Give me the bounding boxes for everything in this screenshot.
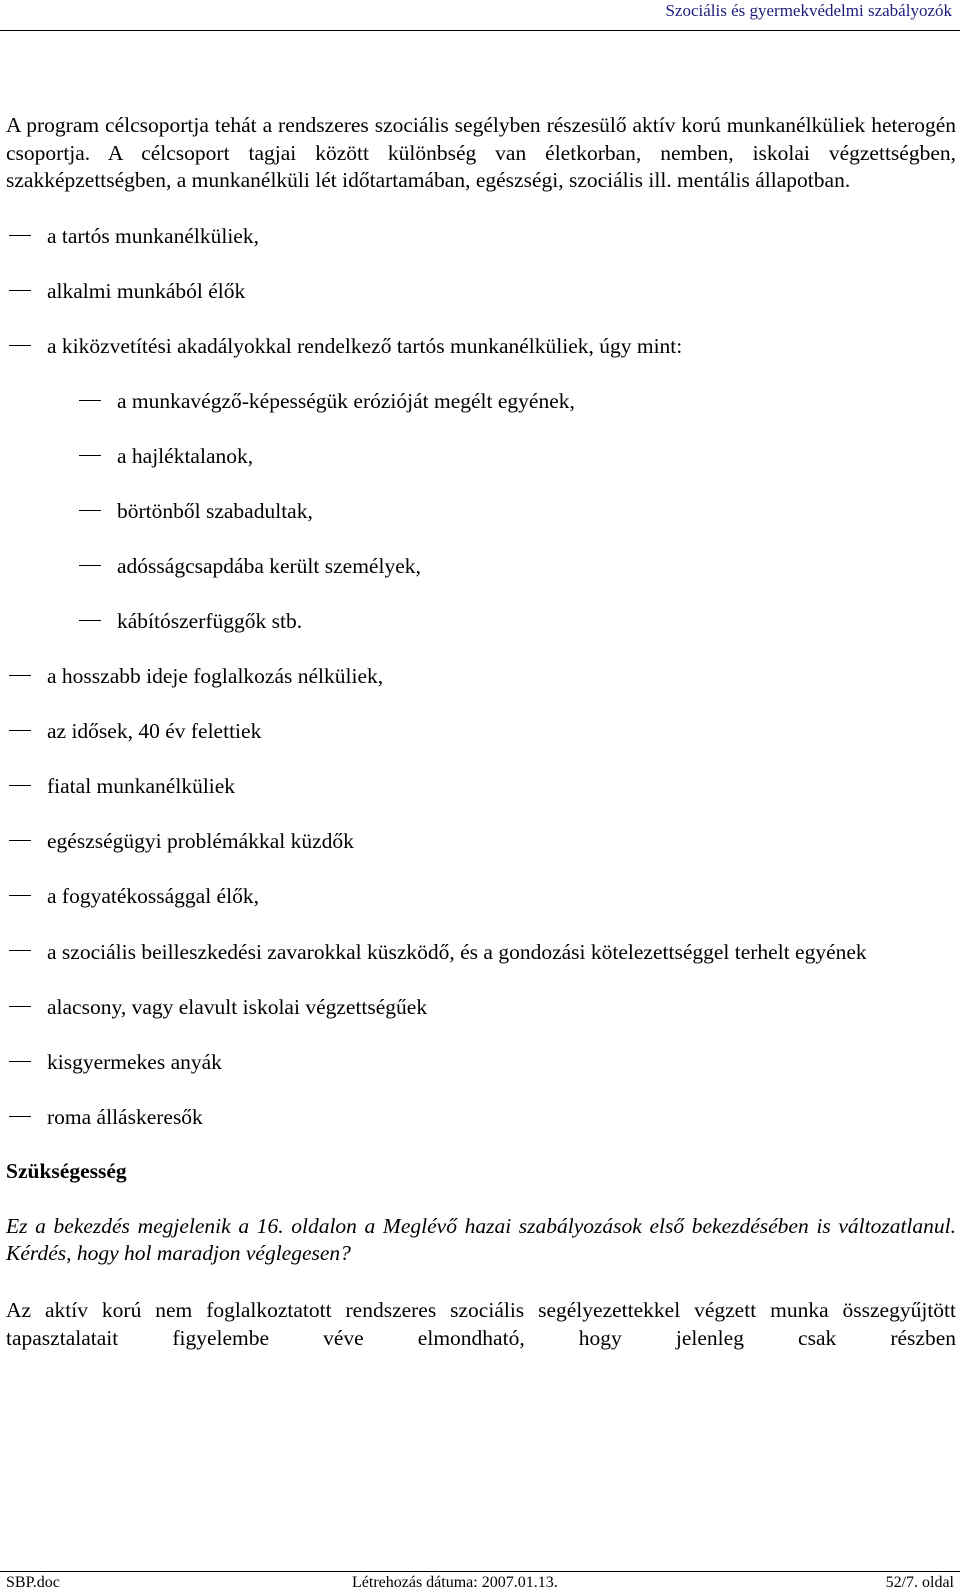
editor-note: Ez a bekezdés megjelenik a 16. oldalon a Meglévő hazai szabályozások első bekezdésében is változatlanul. Kérdés, hogy hol maradjon véglegesen? [6,1213,956,1265]
list-item [6,938,956,966]
list-item-text: az idősek, 40 év felettiek [47,718,262,743]
list-item-text: a fogyatékossággal élők, [47,883,259,908]
document-body [6,112,956,1352]
list-item [6,883,956,910]
dash-bullet [79,510,101,511]
dash-bullet [9,785,31,786]
intro-paragraph: A program célcsoportja tehát a rendszeres szociális segélyben részesülő aktív korú munkanélküliek heterogén csoportja. A célcsoport tagjai között különbség van életkorban, nemben, iskolai végzettségben, szakképzettségben, a munkanélküli lét időtartamában, egészségi, szociális ill. mentális állapotban. [6,113,956,192]
dash-bullet [79,565,101,566]
dash-bullet [9,345,31,346]
dash-bullet [9,840,31,841]
sub-list-item-text: kábítószerfüggők stb. [117,608,303,633]
sub-list [6,388,956,635]
list-item-text: a hosszabb ideje foglalkozás nélküliek, [47,663,384,688]
list-item [6,663,956,690]
sub-list-item-text: adósságcsapdába került személyek, [117,553,421,578]
list-item [6,223,956,250]
page-footer [0,1571,960,1593]
closing-paragraph: Az aktív korú nem foglalkoztatott rendszeres szociális segélyezettekkel végzett munka összegyűjtött tapasztalatait figyelembe véve elmondható, hogy jelenleg csak részben [6,1297,956,1350]
dash-bullet [9,895,31,896]
sub-list-item [6,388,956,415]
sub-list-item [6,443,956,470]
list-item-text: egészségügyi problémákkal küzdők [47,828,354,853]
sub-list-item [6,608,956,635]
dash-bullet [79,620,101,621]
list-item-text: a szociális beilleszkedési zavarokkal küszködő, és a gondozási kötelezettséggel terhelt egyének [47,939,867,964]
footer-created-date: Létrehozás dátuma: 2007.01.13. [352,1574,558,1591]
sub-list-item-text: börtönből szabadultak, [117,498,313,523]
list-item [6,278,956,305]
page-header [0,0,960,28]
list-item-text: a kiközvetítési akadályokkal rendelkező tartós munkanélküliek, úgy mint: [47,333,683,358]
list-item-text: alkalmi munkából élők [47,278,246,303]
list-item [6,1104,956,1131]
list-item-text: kisgyermekes anyák [47,1049,222,1074]
list-item-text: roma álláskeresők [47,1104,203,1129]
list-item [6,994,956,1021]
section-heading: Szükségesség [6,1158,127,1183]
list-item [6,1049,956,1076]
target-group-list [6,223,956,1131]
dash-bullet [9,235,31,236]
dash-bullet [9,1061,31,1062]
list-item [6,333,956,635]
dash-bullet [9,730,31,731]
footer-divider [0,1571,960,1572]
list-item-text: a tartós munkanélküliek, [47,223,259,248]
list-item [6,828,956,855]
dash-bullet [9,675,31,676]
dash-bullet [79,400,101,401]
list-item [6,718,956,745]
header-divider [0,30,960,31]
list-item [6,773,956,800]
header-title: Szociális és gyermekvédelmi szabályozók [665,1,952,20]
sub-list-item-text: a hajléktalanok, [117,443,254,468]
sub-list-item [6,553,956,580]
dash-bullet [9,290,31,291]
list-item-text: alacsony, vagy elavult iskolai végzettségűek [47,994,428,1019]
list-item-text: fiatal munkanélküliek [47,773,236,798]
dash-bullet [9,1116,31,1117]
footer-page-number: 52/7. oldal [885,1574,954,1591]
dash-bullet [9,1006,31,1007]
sub-list-item-text: a munkavégző-képességük erózióját megélt egyének, [117,388,575,413]
sub-list-item [6,498,956,525]
footer-filename: SBP.doc [6,1574,60,1591]
dash-bullet [9,950,31,951]
dash-bullet [79,455,101,456]
